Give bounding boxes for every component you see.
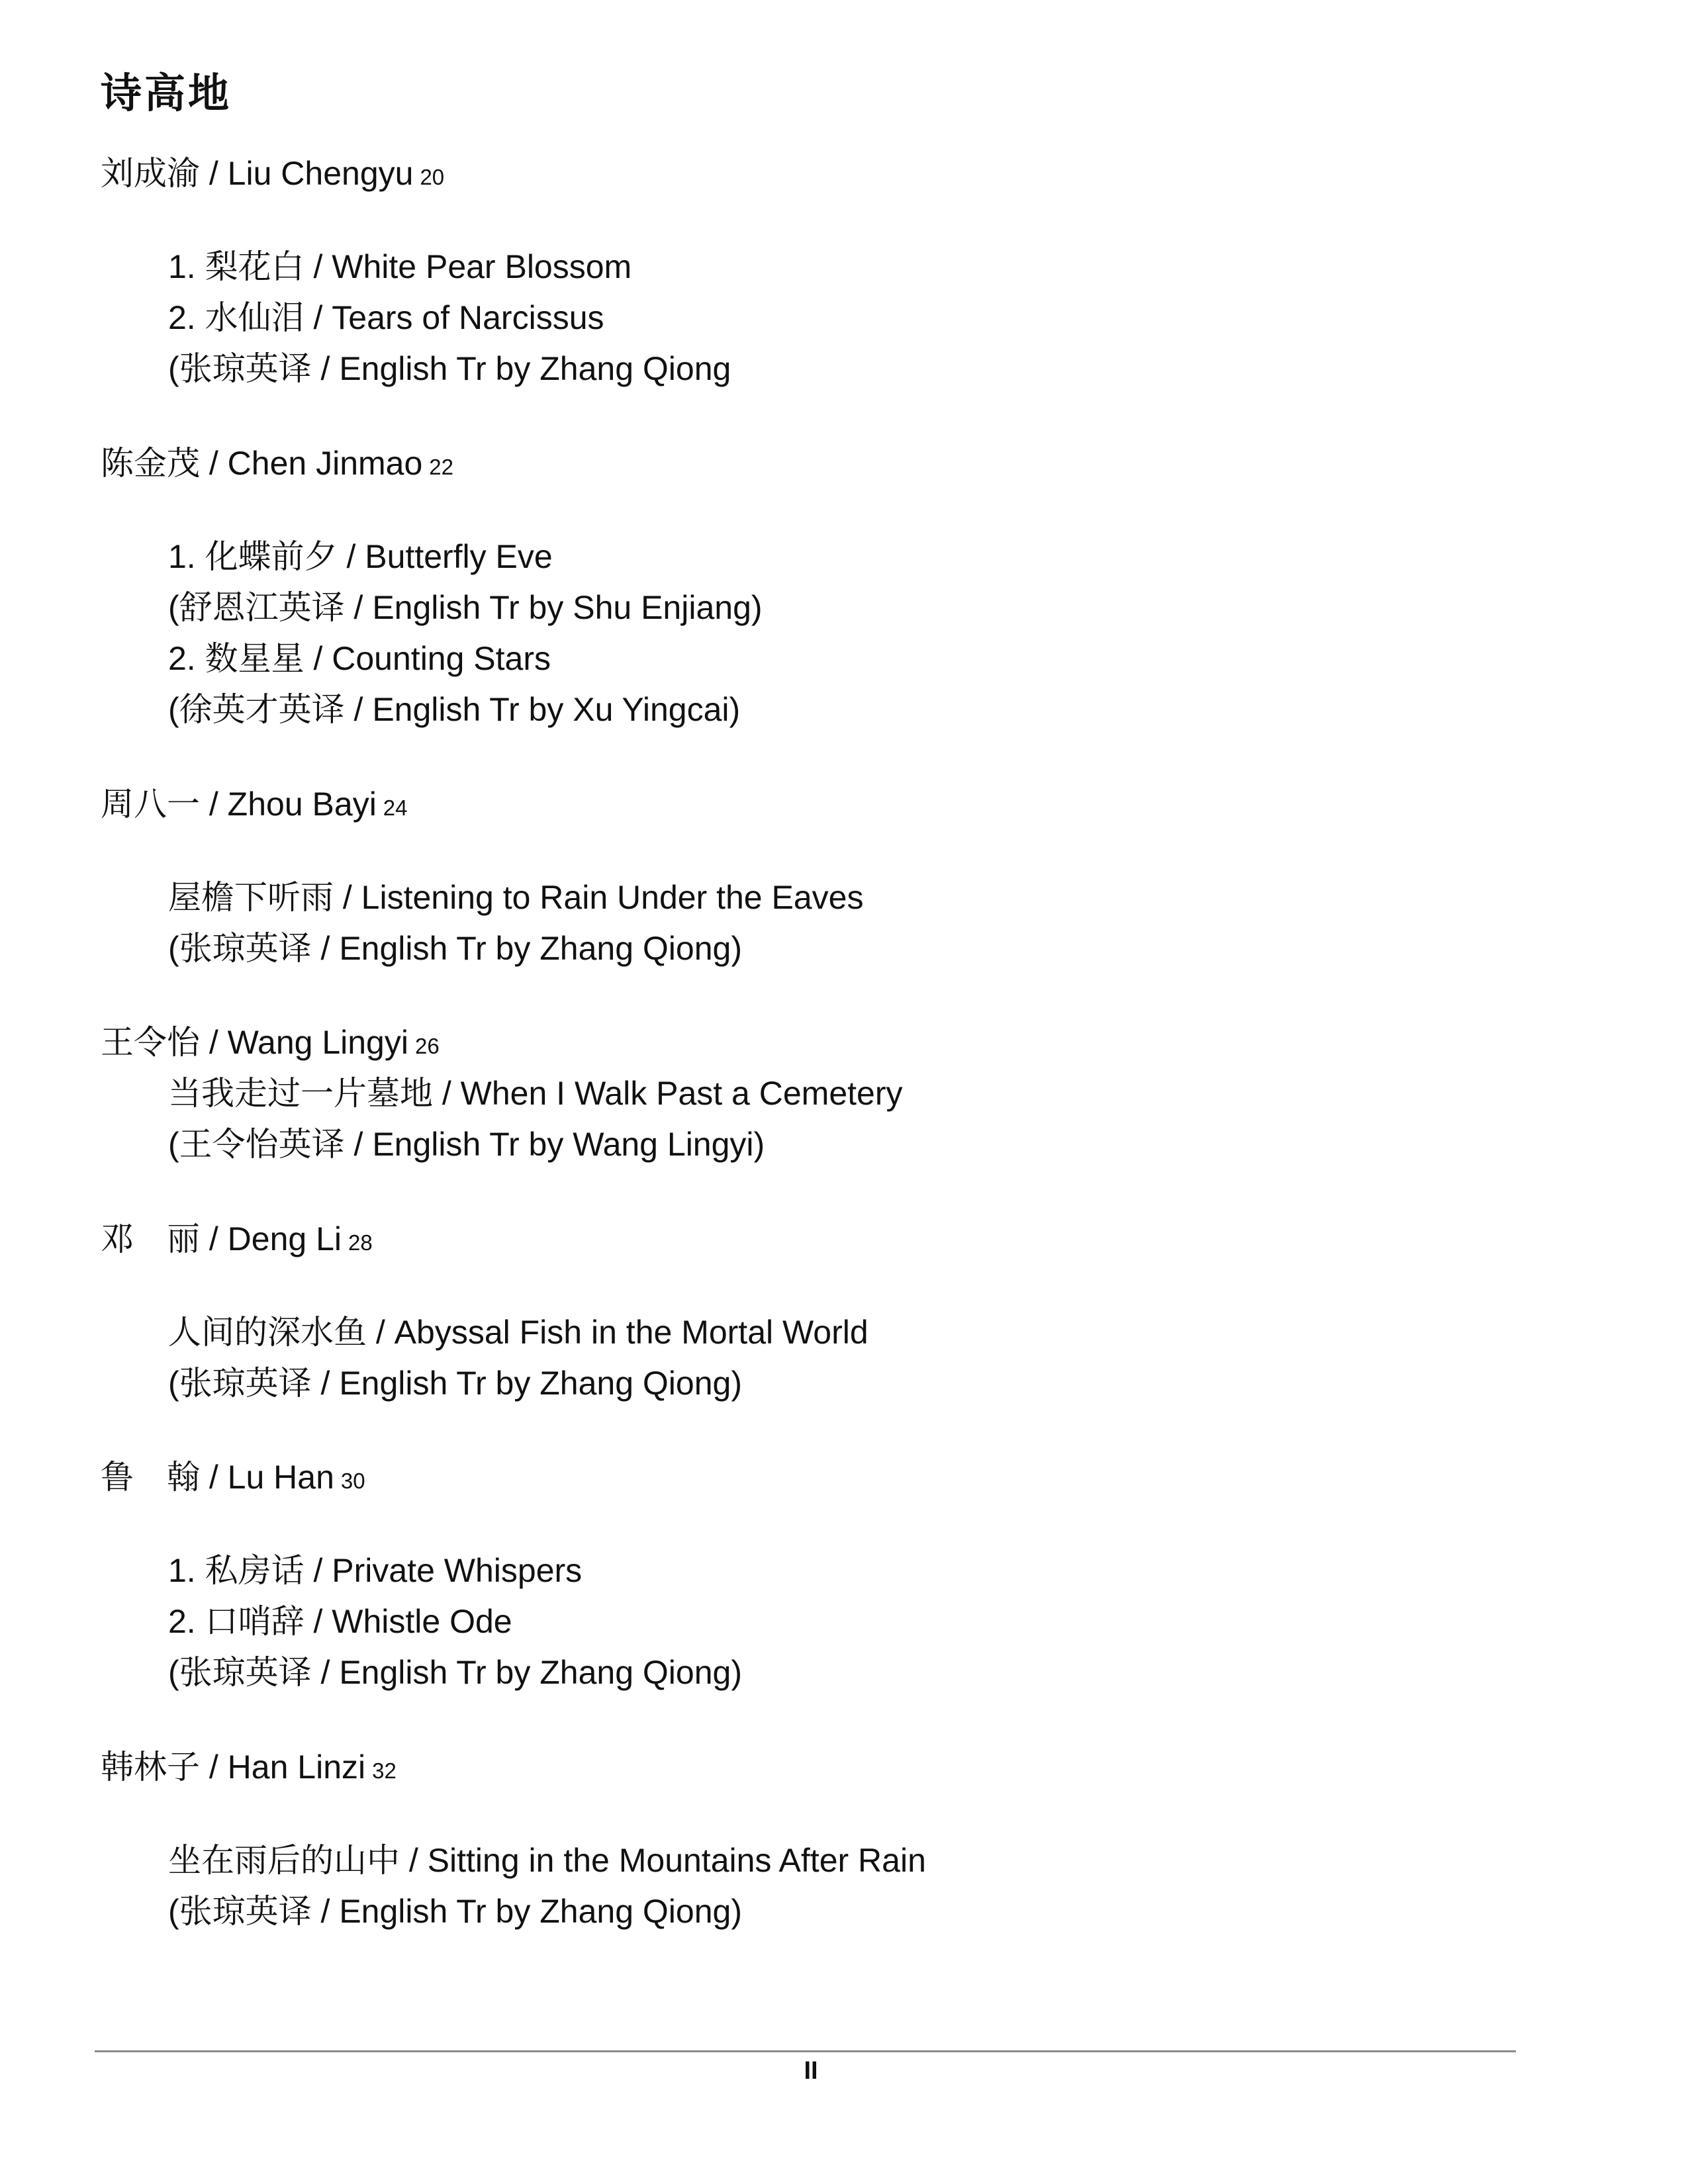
author-name: 鲁 翰 / Lu Han — [101, 1459, 334, 1496]
author-heading — [101, 154, 444, 193]
author-heading — [101, 1023, 440, 1062]
poem-title: 当我走过一片墓地 / When I Walk Past a Cemetery — [168, 1075, 903, 1112]
author-name: 王令怡 / Wang Lingyi — [101, 1024, 408, 1061]
author-heading — [101, 443, 453, 483]
author-heading — [101, 1747, 397, 1787]
author-name: 周八一 / Zhou Bayi — [101, 786, 377, 823]
poem-title: 1. 梨花白 / White Pear Blossom — [168, 248, 632, 285]
translator-credit: (张琼英译 / English Tr by Zhang Qiong) — [168, 930, 742, 967]
footer-divider — [95, 2050, 1516, 2052]
poem-title: 1. 化蝶前夕 / Butterfly Eve — [168, 538, 553, 575]
poem-title: 2. 口哨辞 / Whistle Ode — [168, 1603, 512, 1640]
author-name: 陈金茂 / Chen Jinmao — [101, 445, 423, 482]
poem-title: 屋檐下听雨 / Listening to Rain Under the Eaves — [168, 879, 864, 916]
poem-title: 1. 私房话 / Private Whispers — [168, 1552, 583, 1589]
poem-title: 2. 数星星 / Counting Stars — [168, 640, 551, 677]
page-ref: 26 — [414, 1034, 440, 1058]
translator-credit: (张琼英译 / English Tr by Zhang Qiong — [168, 350, 731, 387]
page-ref: 28 — [348, 1230, 373, 1255]
author-name: 邓 丽 / Deng Li — [101, 1220, 342, 1257]
section-title: 诗高地 — [101, 69, 232, 117]
page-ref: 20 — [420, 165, 445, 189]
page-number: II — [804, 2057, 818, 2085]
page-ref: 30 — [340, 1469, 365, 1493]
poem-title: 坐在雨后的山中 / Sitting in the Mountains After Rain — [168, 1842, 926, 1879]
page-ref: 22 — [429, 455, 453, 479]
poem-title: 人间的深水鱼 / Abyssal Fish in the Mortal World — [168, 1314, 868, 1351]
author-name: 韩林子 / Han Linzi — [101, 1749, 366, 1786]
author-name: 刘成渝 / Liu Chengyu — [101, 155, 414, 192]
translator-credit: (张琼英译 / English Tr by Zhang Qiong) — [168, 1893, 742, 1930]
page-ref: 32 — [372, 1758, 397, 1783]
poem-title: 2. 水仙泪 / Tears of Narcissus — [168, 299, 604, 336]
author-heading — [101, 1219, 373, 1259]
author-heading — [101, 1457, 365, 1497]
author-heading — [101, 784, 408, 824]
page-ref: 24 — [383, 796, 408, 820]
translator-credit: (张琼英译 / English Tr by Zhang Qiong) — [168, 1365, 742, 1402]
translator-credit: (王令怡英译 / English Tr by Wang Lingyi) — [168, 1126, 765, 1163]
translator-credit: (徐英才英译 / English Tr by Xu Yingcai) — [168, 691, 741, 728]
translator-credit: (张琼英译 / English Tr by Zhang Qiong) — [168, 1654, 742, 1691]
translator-credit: (舒恩江英译 / English Tr by Shu Enjiang) — [168, 589, 763, 626]
